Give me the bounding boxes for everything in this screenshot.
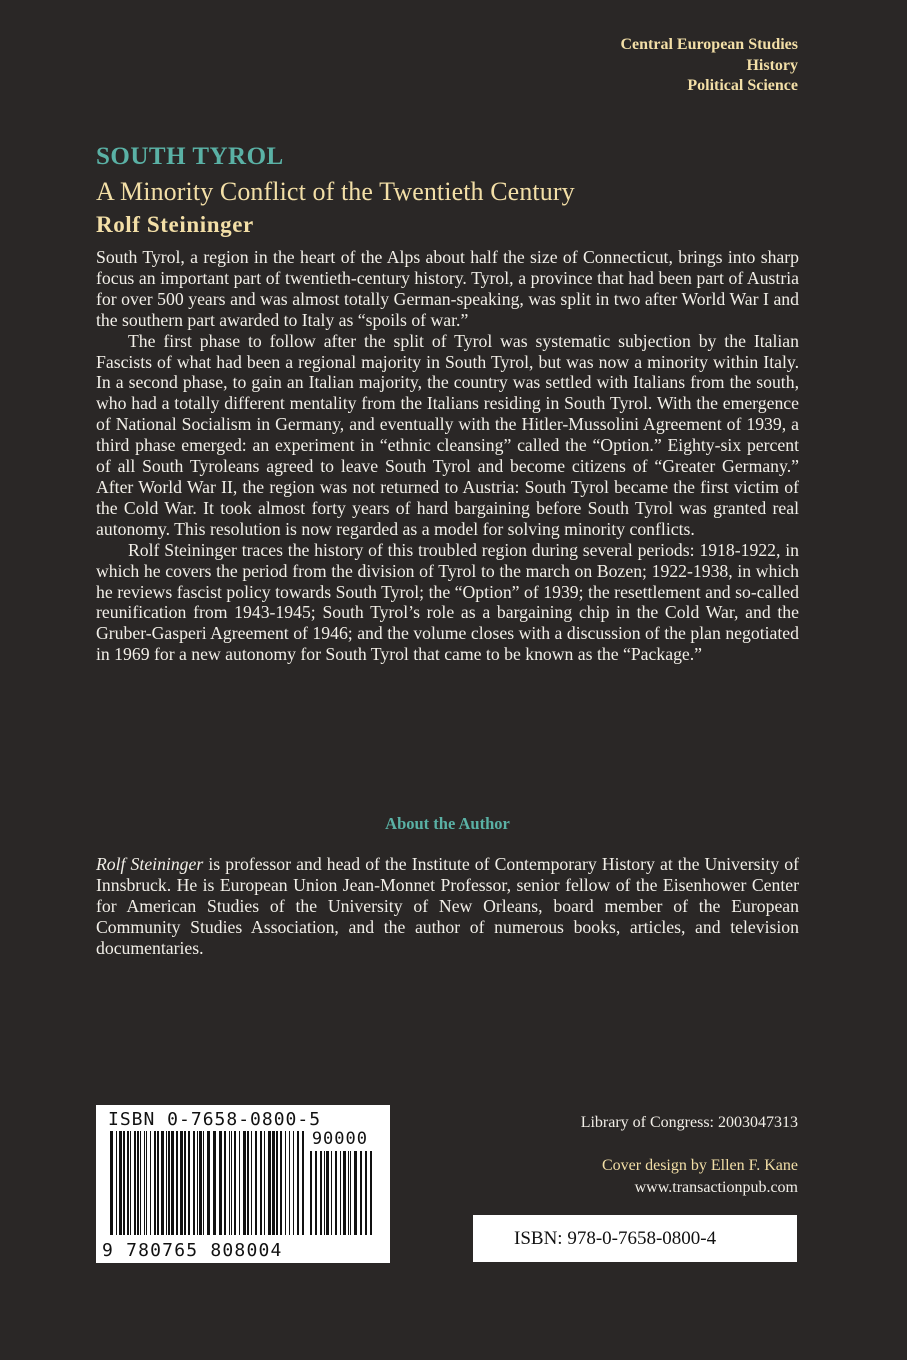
book-author: Rolf Steininger	[96, 212, 254, 237]
barcode-ean-digits: 9 780765 808004	[102, 1240, 283, 1261]
barcode-addon-bars	[310, 1151, 372, 1235]
description-paragraph-2: The first phase to follow after the split of Tyrol was systematic subjection by the Italian Fascists of what had been a regional majority in South Tyrol, but was now a minority within Italy. In a second phase, to gain an Italian majority, the country was settled with Italians from the south, who had a totally different mentality from the Italians residing in South Tyrol. With the emergence of National Socialism in Germany, and eventually with the Hitler-Mussolini Agreement of 1939, a third phase emerged: an experiment in “ethnic cleansing” called the “Option.” Eighty-six percent of all South Tyroleans agreed to leave South Tyrol and become citizens of “Greater Germany.” After World War II, the region was not returned to Austria: South Tyrol became the first victim of the Cold War. It took almost forty years of hard bargaining before South Tyrol was granted real autonomy. This resolution is now regarded as a model for solving minority conflicts.	[96, 330, 799, 539]
subject-2: History	[746, 56, 798, 74]
publisher-info	[581, 1112, 798, 1199]
subject-3: Political Science	[687, 77, 798, 94]
cover-design-credit: Cover design by Ellen F. Kane	[601, 1157, 798, 1174]
about-author-text	[96, 854, 799, 959]
publisher-url: www.transactionpub.com	[634, 1179, 798, 1196]
book-description	[96, 247, 799, 665]
description-paragraph-1: South Tyrol, a region in the heart of the Alps about half the size of Connecticut, brings into sharp focus an important part of twentieth-century history. Tyrol, a province that had been part of Austria for over 500 years and was almost totally German-speaking, was split in two after World War I and the southern part awarded to Italy as “spoils of war.”	[96, 247, 799, 330]
library-of-congress: Library of Congress: 2003047313	[580, 1114, 798, 1131]
about-author-bio: is professor and head of the Institute of Contemporary History at the University of Innsbruck. He is European Union Jean-Monnet Professor, senior fellow of the Eisenhower Center for American Studies of the University of New Orleans, board member of the European Community Studies Association, and the author of numerous books, articles, and television documentaries.	[96, 854, 799, 958]
barcode-bars	[110, 1131, 304, 1235]
subject-1: Central European Studies	[620, 36, 798, 53]
description-paragraph-3: Rolf Steininger traces the history of this troubled region during several periods: 1918-1922, in which he covers the period from the division of Tyrol to the march on Bozen; 1922-1938, in which he reviews fascist policy towards South Tyrol; the “Option” of 1939; the resettlement and so-called reunification from 1943-1945; South Tyrol’s role as a bargaining chip in the Cold War, and the Gruber-Gasperi Agreement of 1946; and the volume closes with a discussion of the plan negotiated in 1969 for a new autonomy for South Tyrol that came to be known as the “Package.”	[96, 539, 799, 665]
barcode-isbn-label: ISBN 0-7658-0800-5	[108, 1109, 322, 1130]
about-author-heading: About the Author	[385, 814, 510, 833]
about-author-name: Rolf Steininger	[96, 854, 204, 874]
barcode	[96, 1105, 390, 1263]
barcode-price-code: 90000	[311, 1129, 368, 1149]
isbn13-label: ISBN: 978-0-7658-0800-4	[473, 1215, 797, 1262]
book-title: SOUTH TYROL	[96, 143, 284, 170]
subject-categories	[620, 35, 798, 97]
book-subtitle: A Minority Conflict of the Twentieth Century	[96, 177, 575, 206]
